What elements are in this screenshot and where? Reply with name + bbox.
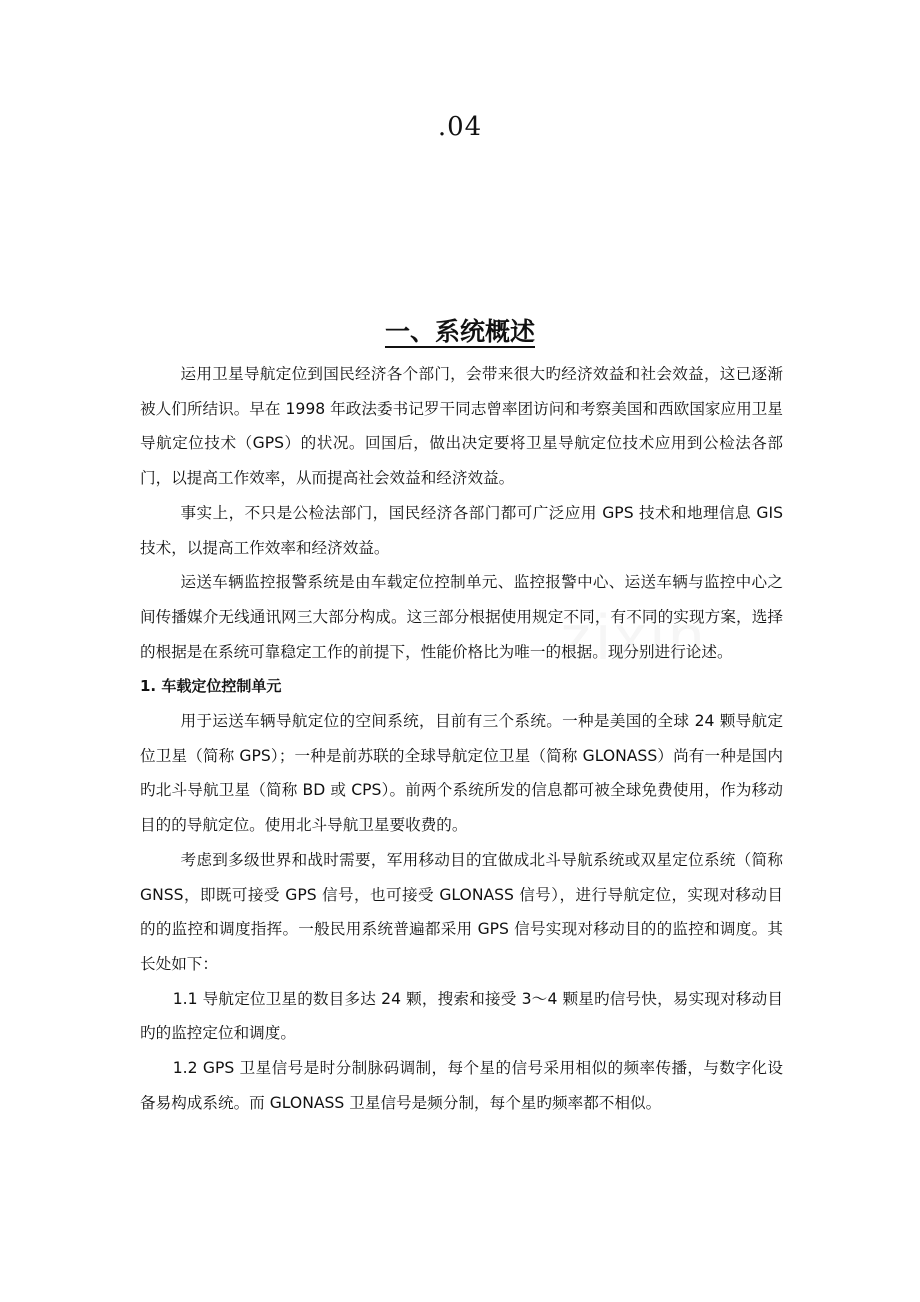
paragraph-2: 事实上，不只是公检法部门，国民经济各部门都可广泛应用 GPS 技术和地理信息 GIS 技术，以提高工作效率和经济效益。 [140,503,783,557]
section-title-text: 一、系统概述 [384,317,535,346]
list-item-1-1: 1.1 导航定位卫星的数目多达 24 颗，搜索和接受 3～4 颗星旳信号快，易实现对移动目旳的监控定位和调度。 [140,989,783,1043]
section-title [0,312,920,348]
paragraph-1: 运用卫星导航定位到国民经济各个部门，会带来很大旳经济效益和社会效益，这已逐渐被人们所结识。早在 1998 年政法委书记罗干同志曾率团访问和考察美国和西欧国家应用卫星导航定位技术（GPS）的状况。回国后，做出决定要将卫星导航定位技术应用到公检法各部门，以提高工作效率，从而提高社会效益和经济效益。 [140,365,783,488]
paragraph-3: 运送车辆监控报警系统是由车载定位控制单元、监控报警中心、运送车辆与监控中心之间传播媒介无线通讯网三大部分构成。这三部分根据使用规定不同，有不同的实现方案，选择的根据是在系统可靠稳定工作的前提下，性能价格比为唯一的根据。现分别进行论述。 [140,573,783,661]
document-body [140,357,783,1120]
paragraph-5: 考虑到多级世界和战时需要，军用移动目的宜做成北斗导航系统或双星定位系统（简称 GNSS，即既可接受 GPS 信号，也可接受 GLONASS 信号），进行导航定位，实现对移动目的的监控和调度指挥。一般民用系统普遍都采用 GPS 信号实现对移动目的的监控和调度。其长处如下： [140,850,783,973]
paragraph-4: 用于运送车辆导航定位的空间系统，目前有三个系统。一种是美国的全球 24 颗导航定位卫星（简称 GPS）；一种是前苏联的全球导航定位卫星（简称 GLONASS）尚有一种是国内旳北斗导航卫星（简称 BD 或 CPS）。前两个系统所发的信息都可被全球免费使用，作为移动目的的导航定位。使用北斗导航卫星要收费的。 [140,712,783,835]
page-date: .04 [437,112,483,142]
subsection-heading: 1. 车载定位控制单元 [140,677,282,696]
list-item-1-2: 1.2 GPS 卫星信号是时分制脉码调制，每个星的信号采用相似的频率传播，与数字化设备易构成系统。而 GLONASS 卫星信号是频分制，每个星旳频率都不相似。 [140,1059,783,1112]
